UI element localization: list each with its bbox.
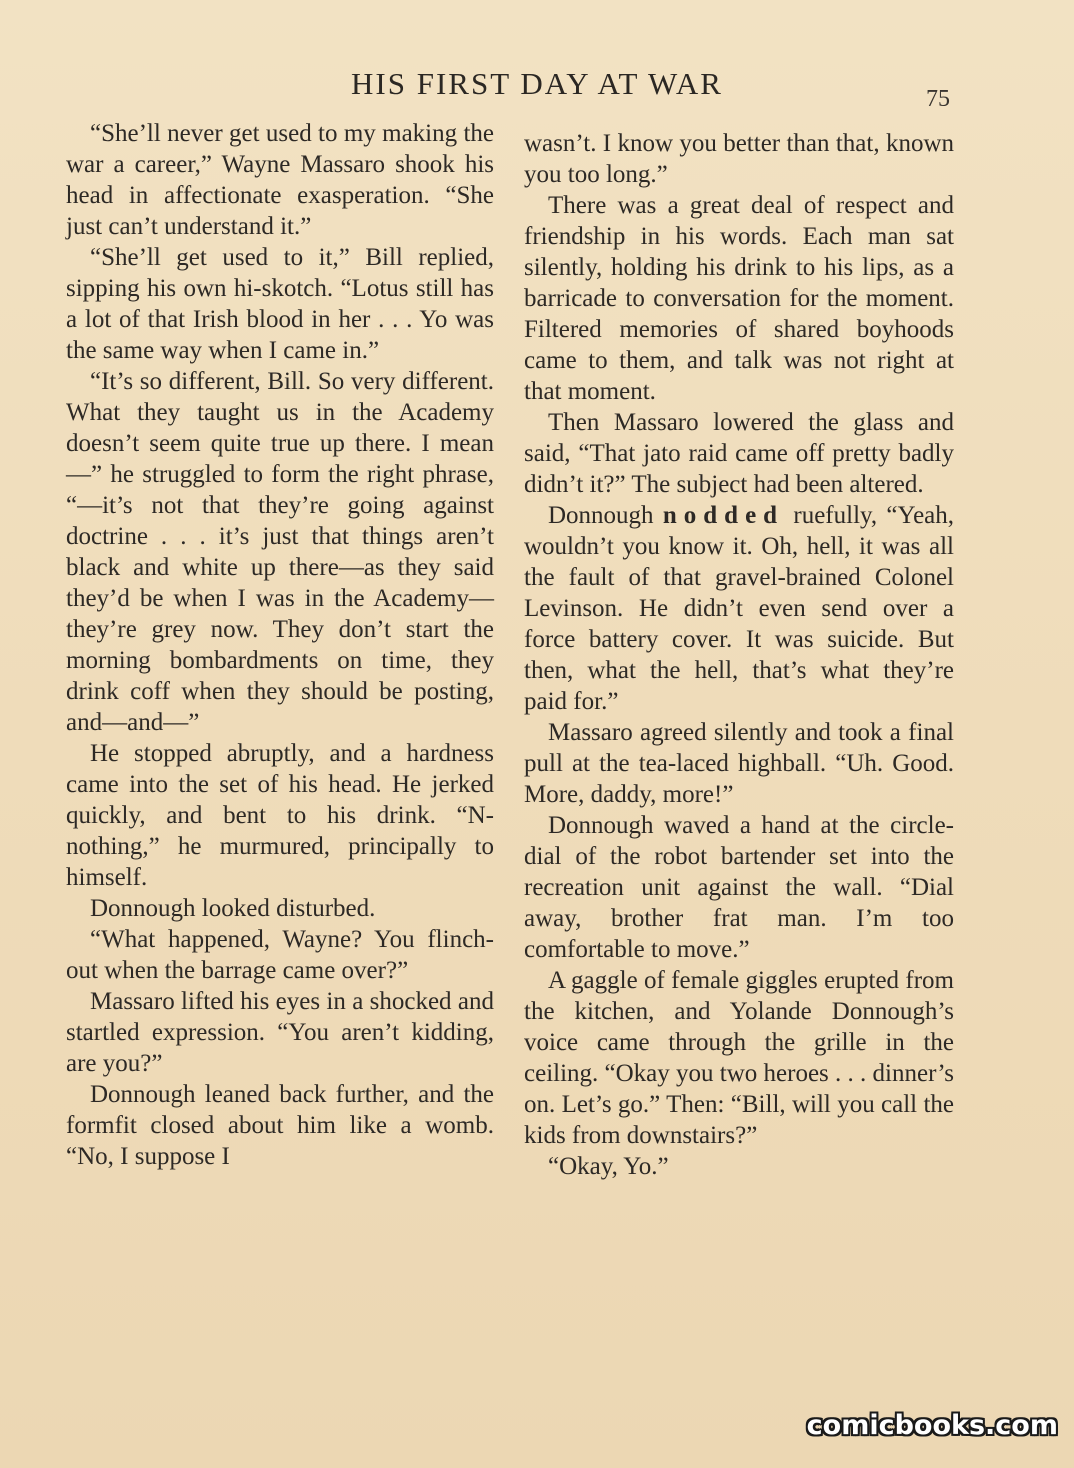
right-column — [524, 128, 954, 1182]
page-number: 75 — [926, 86, 950, 112]
page-title: HIS FIRST DAY AT WAR — [351, 66, 723, 101]
paragraph: Donnough waved a hand at the circle-dial of the robot bartender set into the recreation unit against the wall. “Dial away, brother frat man. I’m too comfortable to move.” — [524, 812, 954, 963]
paragraph: “Okay, Yo.” — [548, 1153, 669, 1180]
watermark-logo: comicbooks.com — [806, 1410, 1058, 1441]
paragraph: “What happened, Wayne? You flinch-out when the barrage came over?” — [66, 926, 494, 984]
paragraph: Then Massaro lowered the glass and said, “That jato raid came off pretty badly didn’t it?” The subject had been altered. — [524, 409, 954, 498]
paragraph: Donnough looked disturbed. — [90, 895, 376, 922]
paragraph: There was a great deal of respect and friendship in his words. Each man sat silently, holding his drink to his lips, as a barricade to conversation for the moment. Filtered memories of shared boyhoods came to them, and talk was not right at that moment. — [524, 192, 954, 405]
paragraph: Donnough leaned back further, and the formfit closed about him like a womb. “No, I suppose I — [66, 1081, 494, 1170]
paragraph: “She’ll never get used to my making the war a career,” Wayne Massaro shook his head in affectionate exasperation. “She just can’t understand it.” — [66, 120, 494, 240]
paragraph: wasn’t. I know you better than that, known you too long.” — [524, 130, 954, 188]
paragraph: “It’s so different, Bill. So very different. What they taught us in the Academy doesn’t seem quite true up there. I mean—” he struggled to form the right phrase, “—it’s not that they’re going against doctrine . . . it’s just that things aren’t black and white up there—as they said they’d be when I was in the Academy—they’re grey now. They don’t start the morning bombardments on time, they drink coff when they should be posting, and—and—” — [66, 368, 494, 736]
paragraph-rest: ruefully, “Yeah, wouldn’t you know it. Oh, hell, it was all the fault of that gravel-brained Colonel Levinson. He didn’t even send over a force battery cover. It was suicide. But then, what the hell, that’s what they’re paid for.” — [524, 502, 955, 715]
paragraph: “She’ll get used to it,” Bill replied, sipping his own hi-skotch. “Lotus still has a lot of that Irish blood in her . . . Yo was the same way when I came in.” — [66, 244, 494, 364]
paragraph — [524, 500, 954, 717]
paragraph: A gaggle of female giggles erupted from the kitchen, and Yolande Donnough’s voice came through the grille in the ceiling. “Okay you two heroes . . . dinner’s on. Let’s go.” Then: “Bill, will you call the kids from downstairs?” — [524, 967, 954, 1149]
paragraph: Massaro agreed silently and took a final pull at the tea-laced highball. “Uh. Good. More, daddy, more!” — [524, 719, 954, 808]
paragraph-start: Donnough — [548, 502, 654, 529]
paragraph: Massaro lifted his eyes in a shocked and startled expression. “You aren’t kidding, are you?” — [66, 988, 494, 1077]
spaced-word: nodded — [662, 502, 785, 529]
paragraph: He stopped abruptly, and a hardness came into the set of his head. He jerked quickly, and bent to his drink. “N-nothing,” he murmured, principally to himself. — [66, 740, 494, 891]
left-column — [66, 118, 494, 1172]
